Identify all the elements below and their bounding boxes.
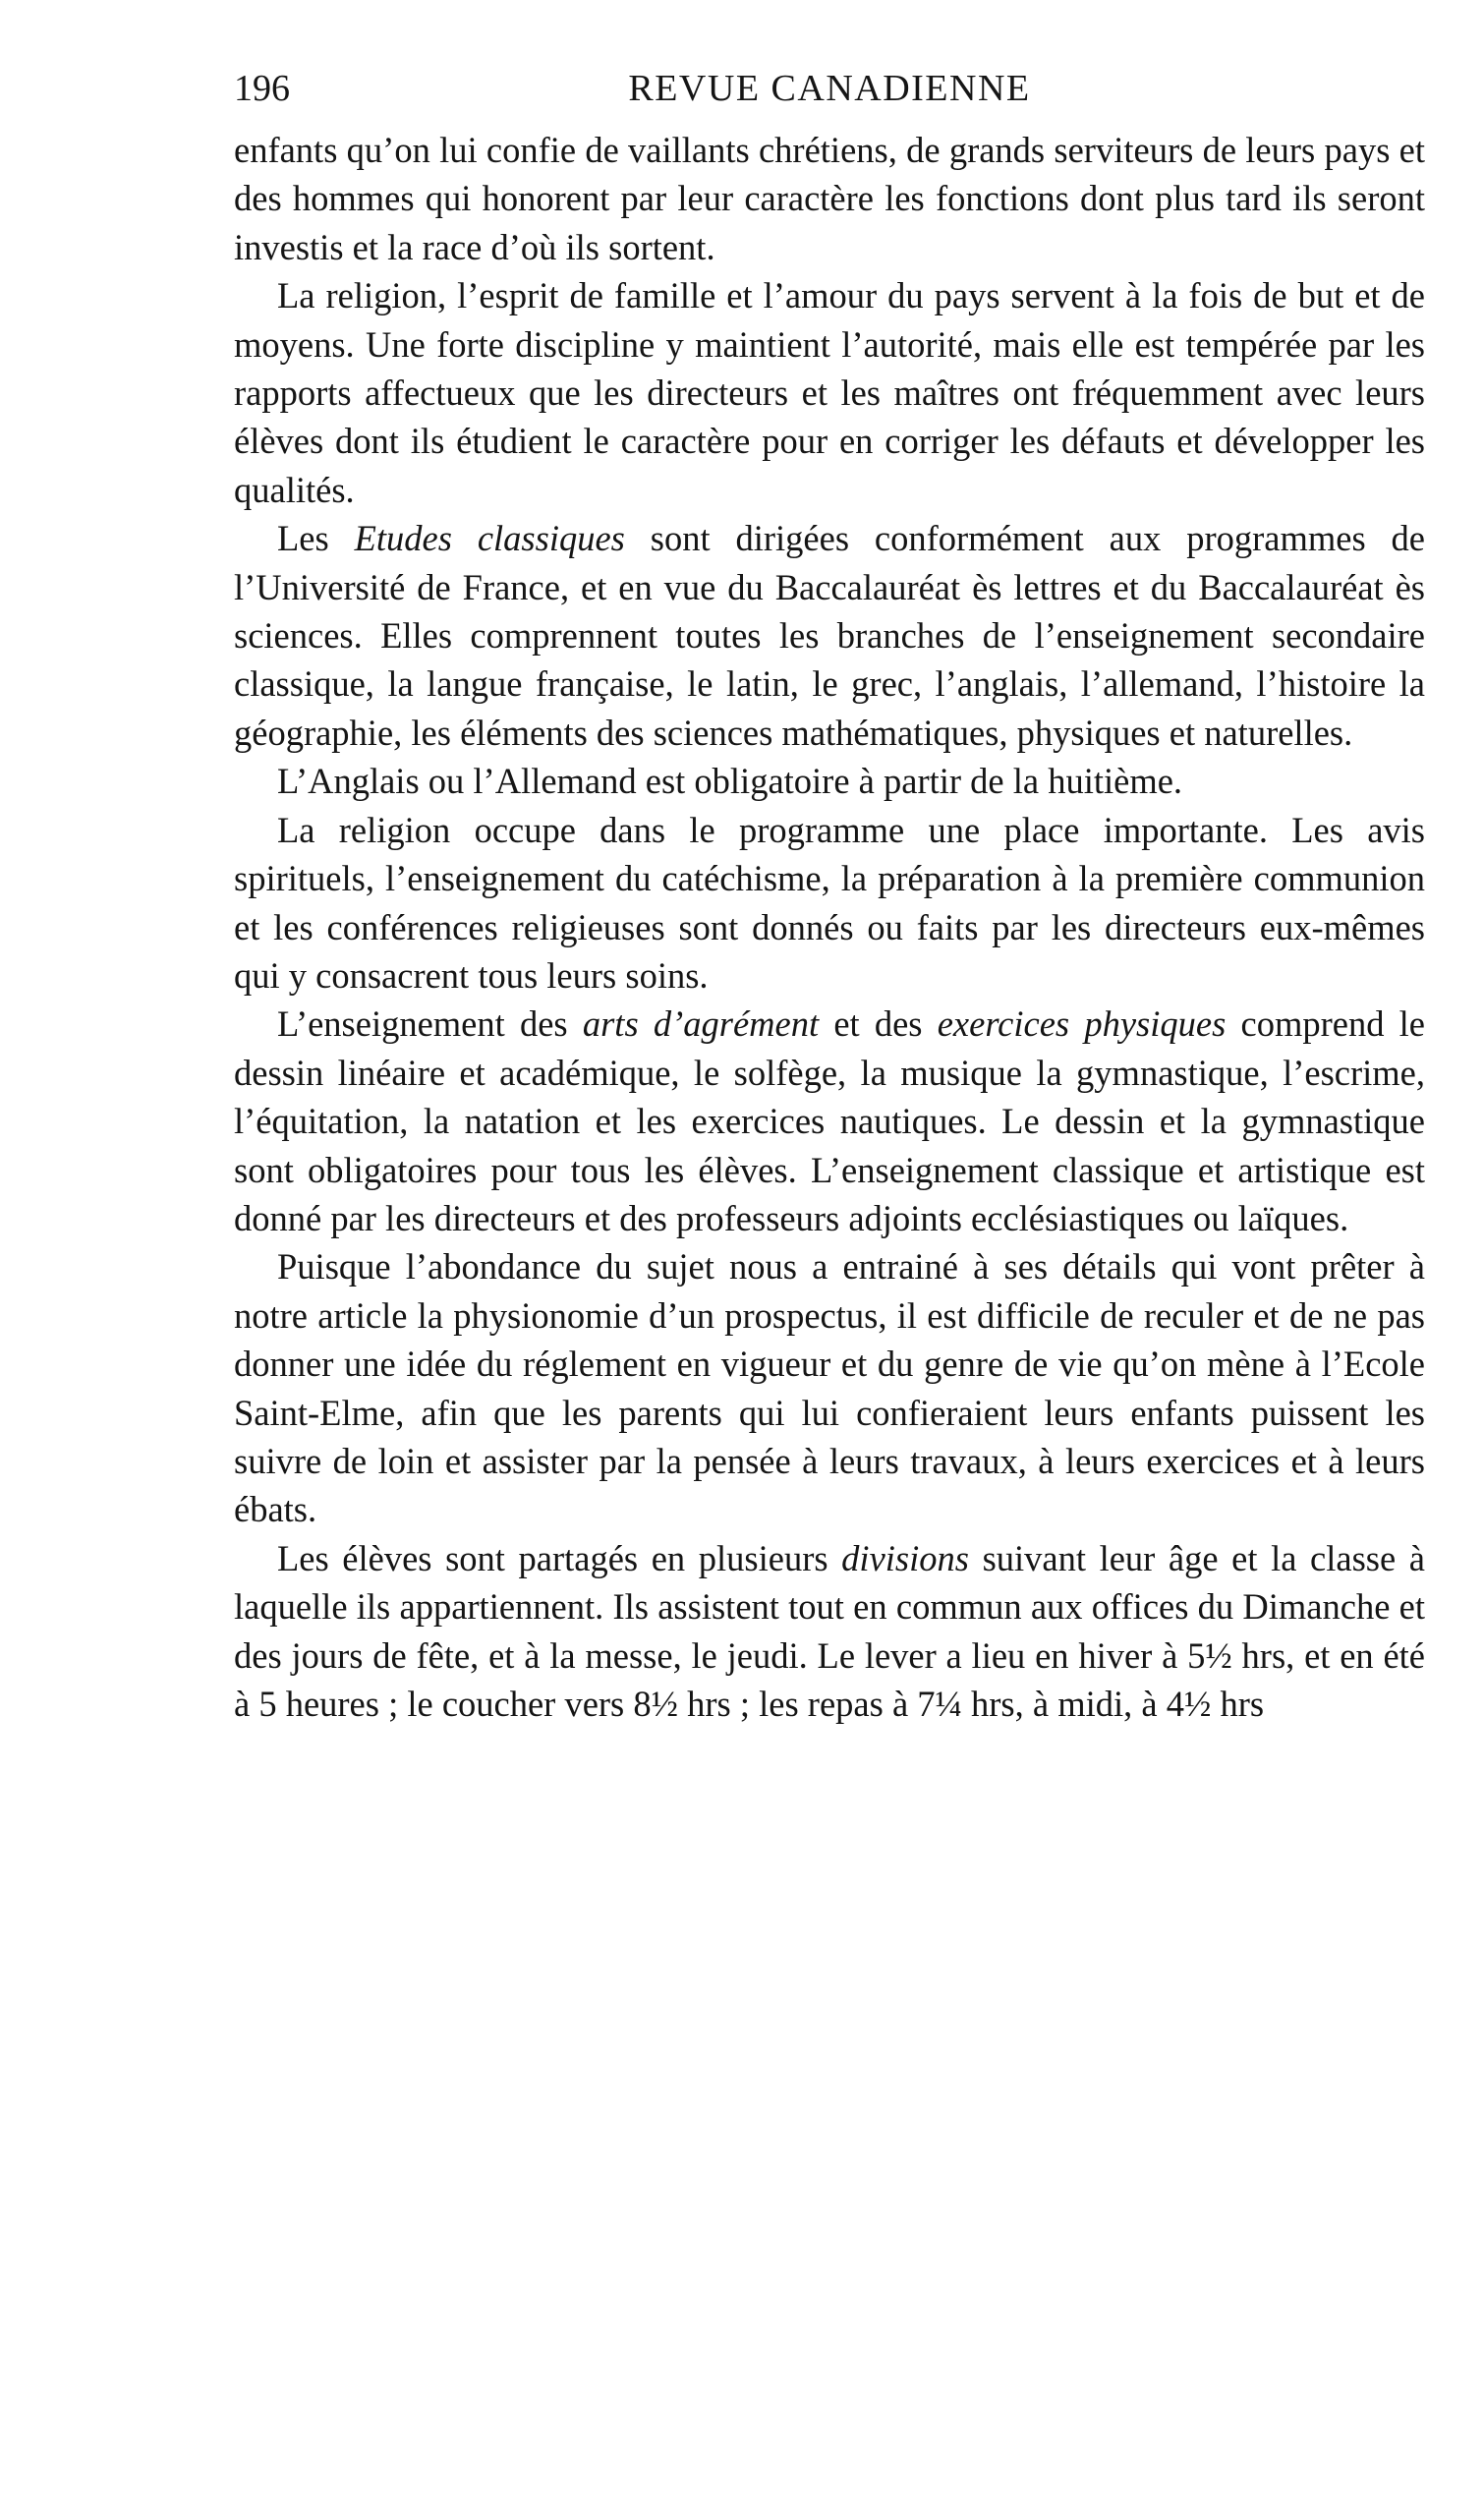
paragraph-3-rest: sont dirigées conformément aux programmes de l’Université de France, et en vue du Baccalauréat ès lettres et du Baccalauréat ès sciences. Elles comprennent toutes les branches de l’enseignement secondaire classique, la langue française, le latin, le grec, l’anglais, l’allemand, l’histoire la géographie, les éléments des sciences mathématiques, physiques et naturelles. [234,518,1426,753]
page-number: 196 [234,68,290,109]
paragraph-8 [234,1534,1425,1729]
paragraph-4: L’Anglais ou l’Allemand est obligatoire à partir de la huitième. [277,761,1183,802]
paragraph-6-italic-2: exercices physiques [937,1003,1227,1045]
paragraph-8-rest: suivant leur âge et la classe à laquelle ils appartiennent. Ils assistent tout en commun aux offices du Dimanche et des jours de fête, et à la messe, le jeudi. Le lever a lieu en hiver à 5½ hrs, et en été à 5 heures ; le coucher vers 8½ hrs ; les repas à 7¼ hrs, à midi, à 4½ hrs [234,1537,1426,1724]
paragraph-5: La religion occupe dans le programme une place importante. Les avis spirituels, l’enseignement du catéchisme, la préparation à la première communion et les conférences religieuses sont donnés ou faits par les directeurs eux-mêmes qui y consacrent tous leurs soins. [234,809,1425,996]
paragraph-3-lead: Les [277,518,355,559]
paragraph-8-lead: Les élèves sont partagés en plusieurs [277,1537,842,1578]
paragraph-6-italic-1: arts d’agrément [582,1003,820,1045]
paragraph-1: enfants qu’on lui confie de vaillants chrétiens, de grands serviteurs de leurs pays et des hommes qui honorent par leur caractère les fonctions dont plus tard ils seront investis et la race d’où ils sortent. [234,130,1425,267]
paragraph-6 [234,1000,1425,1242]
paragraph-2: La religion, l’esprit de famille et l’amour du pays servent à la fois de but et de moyens. Une forte discipline y maintient l’autorité, mais elle est tempérée par les rapports affectueux que les directeurs et les maîtres ont fréquemment avec leurs élèves dont ils étudient le caractère pour en corriger les défauts et développer les qualités. [234,275,1425,510]
paragraph-8-italic: divisions [841,1537,969,1578]
paragraph-6-lead: L’enseignement des [277,1003,583,1045]
page-header [234,59,1425,118]
paragraph-6-middle: et des [819,1003,938,1045]
paragraph-7: Puisque l’abondance du sujet nous a entrainé à ses détails qui vont prêter à notre article la physionomie d’un prospectus, il est difficile de reculer et de ne pas donner une idée du réglement en vigueur et du genre de vie qu’on mène à l’Ecole Saint-Elme, afin que les parents qui lui confieraient leurs enfants puissent les suivre de loin et assister par la pensée à leurs travaux, à leurs exercices et à leurs ébats. [234,1246,1425,1530]
paragraph-6-rest: comprend le dessin linéaire et académique, le solfège, la musique la gymnastique, l’escrime, l’équitation, la natation et les exercices nautiques. Le dessin et la gymnastique sont obligatoires pour tous les élèves. L’enseignement classique et artistique est donné par les directeurs et des professeurs adjoints ecclésiastiques ou laïques. [234,1003,1425,1238]
document-page [234,59,1425,1728]
running-head: REVUE CANADIENNE [628,68,1031,109]
paragraph-3-italic: Etudes classiques [354,518,625,559]
paragraph-3 [234,514,1425,757]
body-text [234,126,1425,1728]
